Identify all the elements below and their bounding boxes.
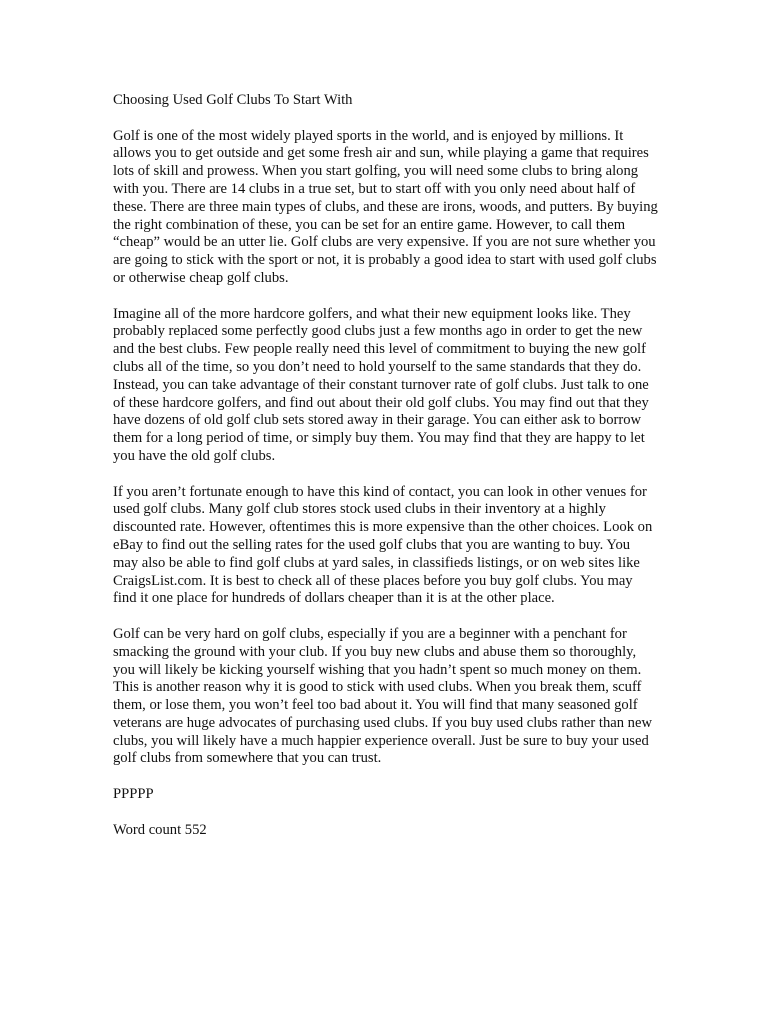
document-page (113, 92, 658, 857)
word-count: Word count 552 (113, 821, 207, 838)
document-title: Choosing Used Golf Clubs To Start With (113, 92, 353, 108)
paragraph-hard-on-clubs: Golf can be very hard on golf clubs, especially if you are a beginner with a penchant for smacking the ground with your club. If you buy new clubs and abuse them so thoroughly, you will likely be kicking yourself wishing that you hadn’t spent so much money on them. This is another reason why it is good to stick with used clubs. When you break them, scuff them, or lose them, you won’t feel too bad about it. You will find that many seasoned golf veterans are huge advocates of purchasing used clubs. If you buy used clubs rather than new clubs, you will likely have a much happier experience overall. Just be sure to buy your used golf clubs from somewhere that you can trust. (113, 625, 652, 767)
paragraph-hardcore-golfers: Imagine all of the more hardcore golfers, and what their new equipment looks like. They probably replaced some perfectly good clubs just a few months ago in order to get the new and the best clubs. Few people really need this level of commitment to buying the new golf clubs all of the time, so you don’t need to hold yourself to the same standards that they do. Instead, you can take advantage of their constant turnover rate of golf clubs. Just talk to one of these hardcore golfers, and find out about their old golf clubs. You may find out that they have dozens of old golf club sets stored away in their garage. You can either ask to borrow them for a long period of time, or simply buy them. You may find that they are happy to let you have the old golf clubs. (113, 305, 649, 464)
signature: PPPPP (113, 786, 154, 803)
paragraph-intro: Golf is one of the most widely played sports in the world, and is enjoyed by millions. It allows you to get outside and get some fresh air and sun, while playing a game that requires lots of skill and prowess. When you start golfing, you will need some clubs to bring along with you. There are 14 clubs in a true set, but to start off with you only need about half of these. There are three main types of clubs, and these are irons, woods, and putters. By buying the right combination of these, you can be set for an entire game. However, to call them “cheap” would be an utter lie. Golf clubs are very expensive. If you are not sure whether you are going to stick with the sport or not, it is probably a good idea to start with used golf clubs or otherwise cheap golf clubs. (113, 127, 658, 286)
paragraph-other-venues: If you aren’t fortunate enough to have this kind of contact, you can look in other venues for used golf clubs. Many golf club stores stock used clubs in their inventory at a highly discounted rate. However, oftentimes this is more expensive than the other choices. Look on eBay to find out the selling rates for the used golf clubs that you are wanting to buy. You may also be able to find golf clubs at yard sales, in classifieds listings, or on web sites like CraigsList.com. It is best to check all of these places before you buy golf clubs. You may find it one place for hundreds of dollars cheaper than it is at the other place. (113, 483, 653, 607)
